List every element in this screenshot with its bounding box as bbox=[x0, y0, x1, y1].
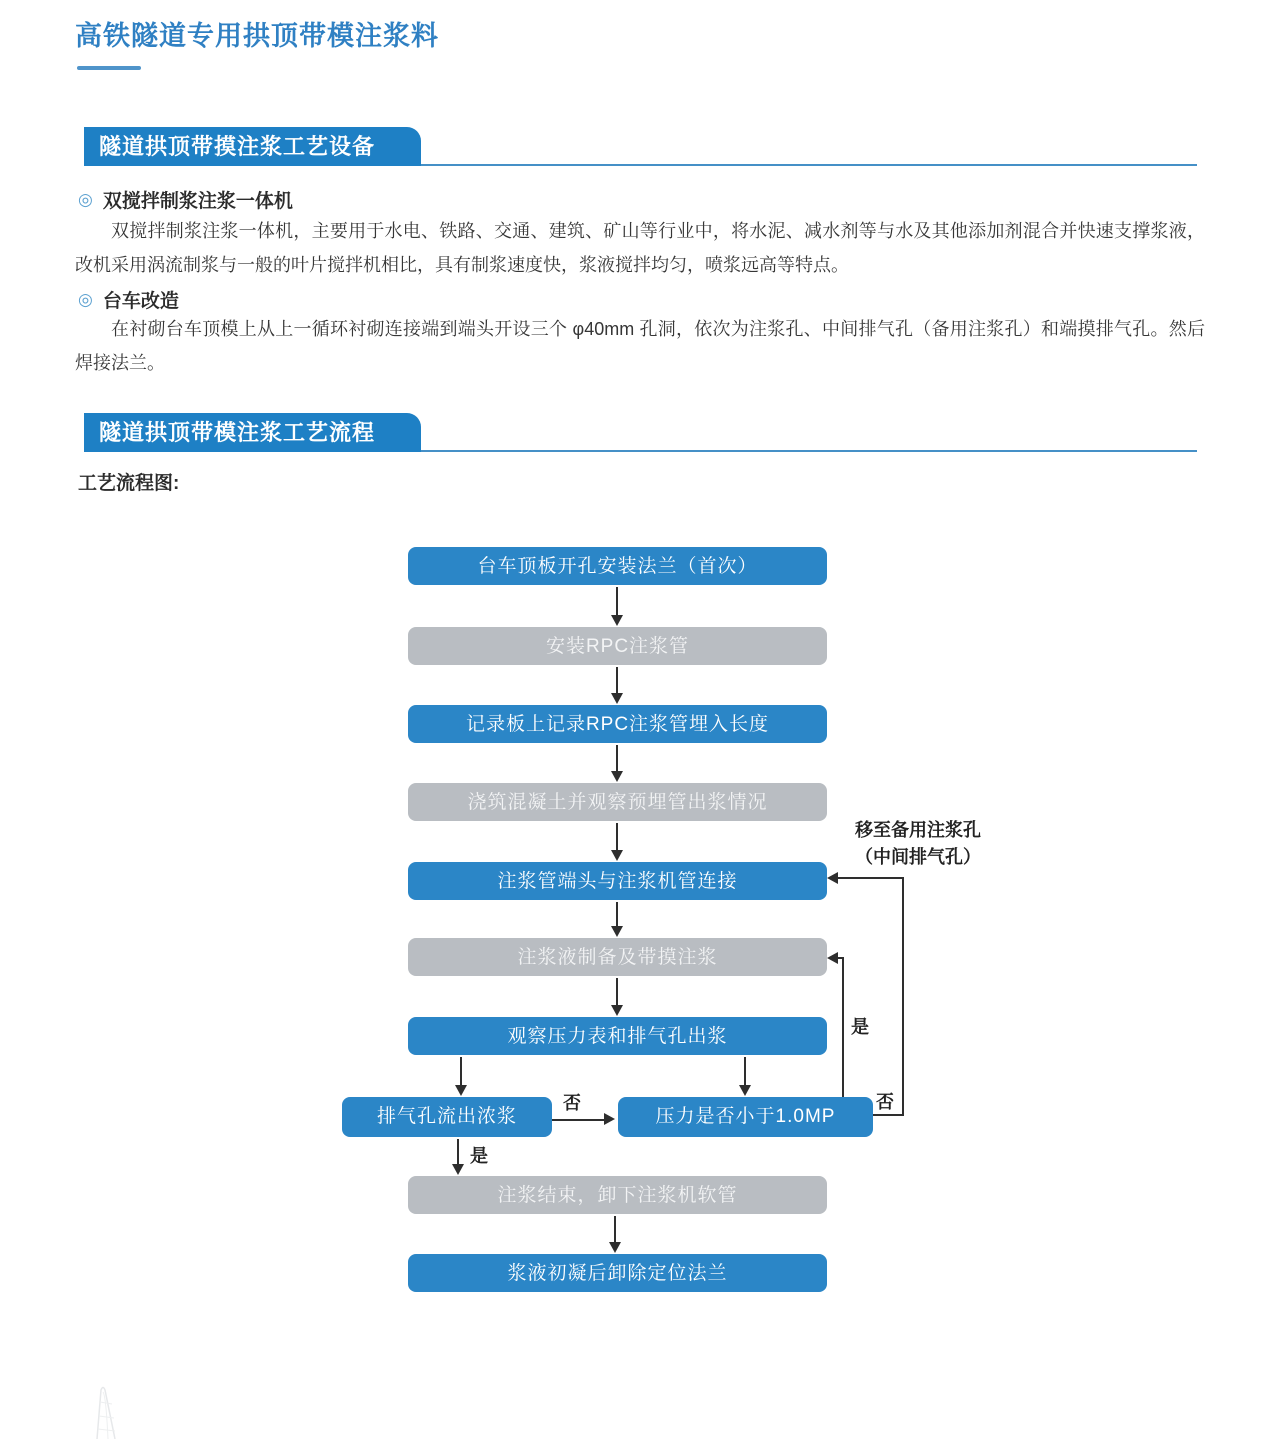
flow-box-6: 注浆液制备及带摸注浆 bbox=[408, 938, 827, 976]
flow-box-7: 观察压力表和排气孔出浆 bbox=[408, 1017, 827, 1055]
flow-box-2: 安装RPC注浆管 bbox=[408, 627, 827, 665]
flow-box-11: 浆液初凝后卸除定位法兰 bbox=[408, 1254, 827, 1292]
arrow-left-icon bbox=[827, 872, 838, 884]
flow-box-5: 注浆管端头与注浆机管连接 bbox=[408, 862, 827, 900]
label-yes-feedback: 是 bbox=[851, 1017, 869, 1037]
label-no: 否 bbox=[563, 1093, 581, 1113]
arrow-left-icon bbox=[827, 952, 838, 964]
flow-box-8: 排气孔流出浓浆 bbox=[342, 1097, 552, 1137]
building-sketch-watermark bbox=[88, 1384, 124, 1439]
arrow-line bbox=[616, 902, 618, 926]
feedback-note-line2: （中间排气孔） bbox=[855, 847, 981, 867]
flowchart-caption: 工艺流程图: bbox=[78, 473, 180, 494]
arrow-line bbox=[616, 587, 618, 615]
equipment-item-2-body: 在衬砌台车顶模上从上一循环衬砌连接端到端头开设三个 φ40mm 孔洞，依次为注浆孔、中间排气孔（备用注浆孔）和端摸排气孔。然后焊接法兰。 bbox=[75, 319, 1205, 373]
arrow-line bbox=[460, 1057, 462, 1085]
equipment-item-1-heading-row bbox=[78, 186, 293, 213]
label-yes: 是 bbox=[470, 1146, 488, 1166]
arrow-down-icon bbox=[609, 1242, 621, 1253]
arrow-line bbox=[457, 1139, 459, 1164]
feedback-no-line bbox=[873, 1114, 904, 1116]
arrow-down-icon bbox=[611, 693, 623, 704]
arrow-line bbox=[616, 667, 618, 693]
label-no-feedback: 否 bbox=[876, 1092, 894, 1112]
section-banner-process bbox=[84, 413, 1197, 452]
equipment-item-1-body: 双搅拌制浆注浆一体机，主要用于水电、铁路、交通、建筑、矿山等行业中，将水泥、减水剂等与水及其他添加剂混合并快速支撑浆液，改机采用涡流制浆与一般的叶片搅拌机相比，具有制浆速度快，浆液搅拌均匀，喷浆远高等特点。 bbox=[75, 221, 1205, 275]
flow-box-3: 记录板上记录RPC注浆管埋入长度 bbox=[408, 705, 827, 743]
banner-tab: 隧道拱顶带摸注浆工艺设备 bbox=[84, 127, 421, 166]
arrow-down-icon bbox=[611, 926, 623, 937]
feedback-yes-line bbox=[838, 957, 844, 959]
equipment-item-2-heading-row bbox=[78, 286, 179, 313]
banner-tab: 隧道拱顶带模注浆工艺流程 bbox=[84, 413, 421, 452]
arrow-down-icon bbox=[611, 1005, 623, 1016]
page-title: 高铁隧道专用拱顶带模注浆料 bbox=[75, 21, 439, 51]
arrow-line bbox=[614, 1216, 616, 1242]
arrow-down-icon bbox=[611, 771, 623, 782]
arrow-down-icon bbox=[452, 1164, 464, 1175]
title-underline bbox=[77, 66, 141, 70]
arrow-down-icon bbox=[455, 1085, 467, 1096]
feedback-no-line bbox=[902, 877, 904, 1116]
arrow-down-icon bbox=[611, 850, 623, 861]
arrow-line bbox=[616, 978, 618, 1005]
bullet-circle-icon: ◎ bbox=[78, 290, 93, 309]
feedback-no-line bbox=[838, 877, 904, 879]
equipment-item-1-heading: 双搅拌制浆注浆一体机 bbox=[102, 191, 293, 212]
flow-box-1: 台车顶板开孔安装法兰（首次） bbox=[408, 547, 827, 585]
arrow-line bbox=[616, 745, 618, 771]
arrow-line bbox=[744, 1057, 746, 1085]
equipment-item-2-heading: 台车改造 bbox=[102, 291, 179, 312]
arrow-line bbox=[616, 823, 618, 850]
arrow-right-icon bbox=[604, 1113, 615, 1125]
section-banner-equipment bbox=[84, 127, 1197, 166]
arrow-down-icon bbox=[611, 615, 623, 626]
feedback-note-line1: 移至备用注浆孔 bbox=[855, 820, 981, 840]
arrow-line bbox=[552, 1119, 604, 1121]
bullet-circle-icon: ◎ bbox=[78, 190, 93, 209]
flow-box-4: 浇筑混凝土并观察预埋管出浆情况 bbox=[408, 783, 827, 821]
arrow-down-icon bbox=[739, 1085, 751, 1096]
flow-box-9: 压力是否小于1.0MP bbox=[618, 1097, 873, 1137]
flow-box-10: 注浆结束，卸下注浆机软管 bbox=[408, 1176, 827, 1214]
feedback-yes-line bbox=[842, 957, 844, 1097]
